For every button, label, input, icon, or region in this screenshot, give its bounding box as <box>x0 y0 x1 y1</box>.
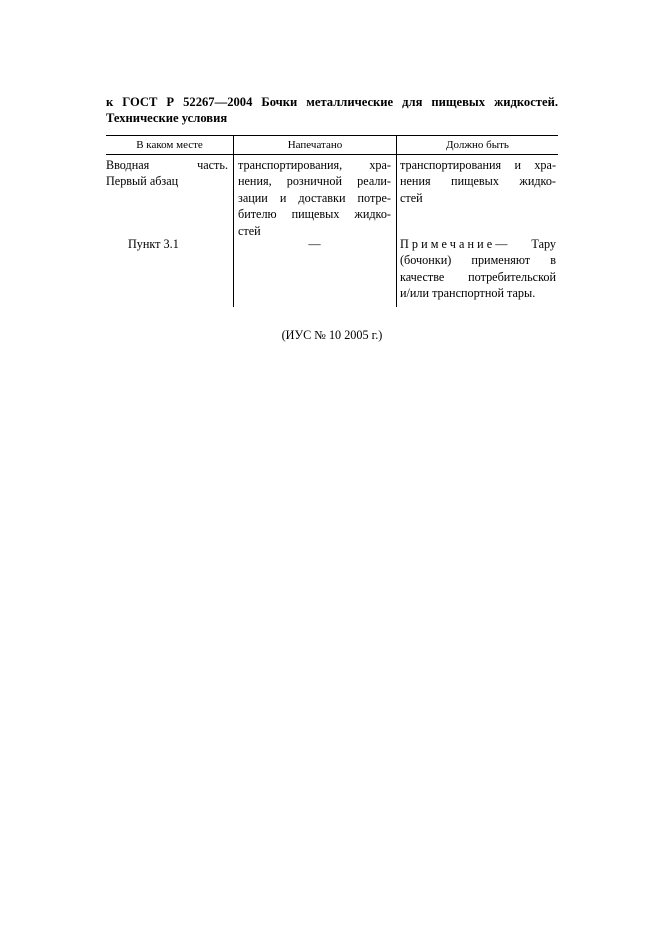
cell-line: Пункт 3.1 <box>128 237 179 251</box>
document-heading <box>106 94 558 126</box>
cell-line: (бочонки) применяют в <box>400 253 556 268</box>
cell-line: Первый абзац <box>106 174 179 189</box>
column-header-printed: Напечатано <box>287 139 343 151</box>
table-row-1-correct <box>400 157 556 206</box>
column-header-location: В каком месте <box>136 139 203 151</box>
table-row-1-location <box>106 157 228 190</box>
cell-line: — <box>308 237 321 251</box>
cell-line: транспортирования и хра- <box>400 158 556 172</box>
cell-line: транспортирования, хра- <box>238 158 391 172</box>
cell-line: стей <box>238 223 261 238</box>
table-header-rule <box>106 154 558 155</box>
table-row-2-printed <box>238 236 391 252</box>
column-header-correct: Должно быть <box>446 139 509 151</box>
column-divider-1 <box>233 136 234 307</box>
cell-line: стей <box>400 190 423 205</box>
table-row-1-printed <box>238 157 391 239</box>
cell-line: зации и доставки потре- <box>238 190 391 205</box>
note-text-start: — Тару <box>495 237 556 251</box>
cell-line: бителю пищевых жидко- <box>238 207 391 222</box>
cell-line: и/или транспортной тары. <box>400 286 536 301</box>
table-row-2-correct <box>400 236 556 302</box>
note-label: Примечание <box>400 237 496 251</box>
cell-line: Вводная часть. <box>106 158 228 172</box>
column-divider-2 <box>396 136 397 307</box>
cell-line: нения пищевых жидко- <box>400 174 556 189</box>
table-top-rule <box>106 135 558 136</box>
cell-line: качестве потребительской <box>400 269 556 284</box>
table-row-2-location <box>128 236 228 252</box>
source-reference: (ИУС № 10 2005 г.) <box>281 328 383 342</box>
cell-line: нения, розничной реали- <box>238 174 391 189</box>
heading-line-2: Технические условия <box>106 111 228 125</box>
note-first-line <box>400 236 556 252</box>
heading-line-1: к ГОСТ Р 52267—2004 Бочки металлические для пищевых жидкостей. <box>106 95 558 109</box>
